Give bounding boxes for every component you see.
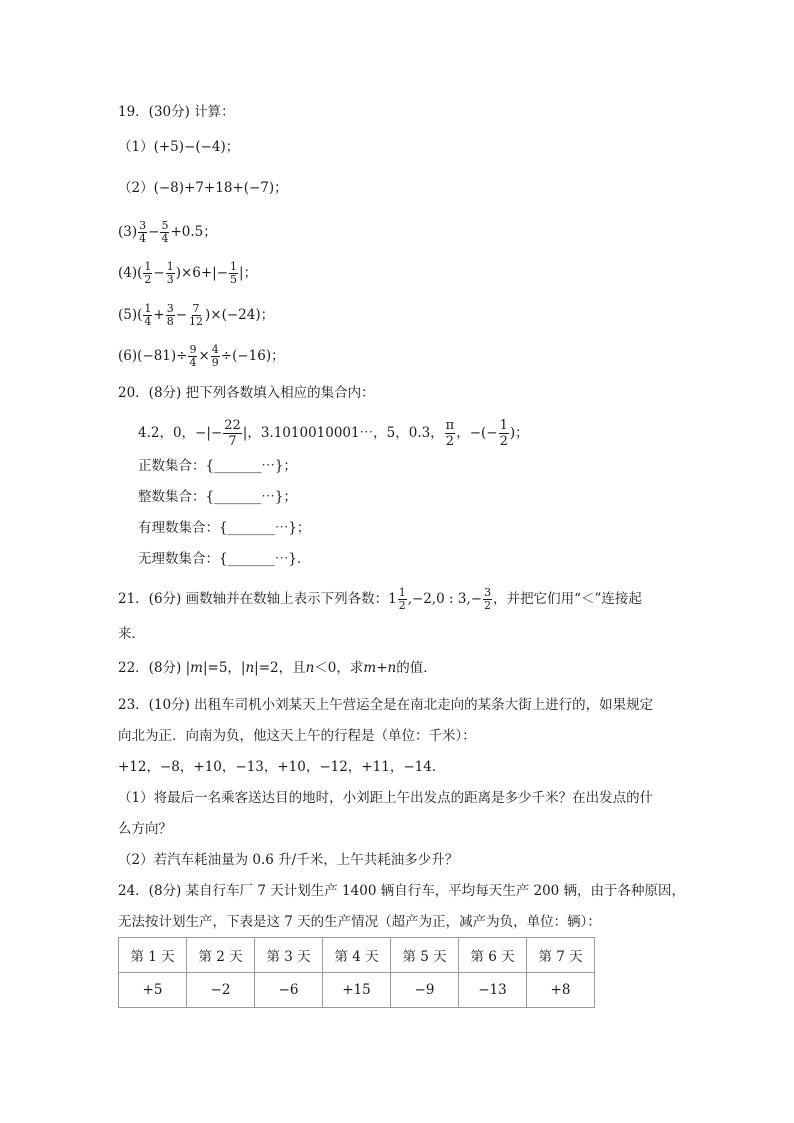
fraction: $\frac{9}{4}$ xyxy=(189,343,197,369)
fraction: $\frac{1}{2}$ xyxy=(398,586,406,612)
fraction: $\frac{3}{8}$ xyxy=(166,302,174,328)
table-cell: +8 xyxy=(527,973,595,1008)
fraction: $\frac{3}{4}$ xyxy=(139,219,147,245)
q23-line2: 向北为正．向南为负，他这天上午的行程是（单位：千米）： xyxy=(118,728,476,744)
q19-heading: 19．(30分) 计算： xyxy=(118,104,235,120)
table-header-cell: 第 5 天 xyxy=(391,938,459,973)
table-header-cell: 第 3 天 xyxy=(255,938,323,973)
fraction: $\frac{7}{12}$ xyxy=(189,302,204,328)
fraction: $\frac{1}{5}$ xyxy=(230,260,238,286)
fraction: $\frac{1}{4}$ xyxy=(144,302,152,328)
table-header-cell: 第 1 天 xyxy=(119,938,187,973)
q19-part2: （2）(−8)+7+18+(−7)； xyxy=(118,180,288,196)
table-cell: −13 xyxy=(459,973,527,1008)
q20-rational-set: 有理数集合：{_______⋯}； xyxy=(138,520,311,536)
q24-line2: 无法按计划生产，下表是这 7 天的生产情况（超产为正，减产为负，单位：辆）： xyxy=(118,914,601,930)
q22-line: 22．(8分) |m|=5，|n|=2，且n＜0，求m+n的值． xyxy=(118,660,437,676)
table-cell: +5 xyxy=(119,973,187,1008)
q20-integer-set: 整数集合：{_______⋯}； xyxy=(138,489,297,505)
table-cell: −6 xyxy=(255,973,323,1008)
q19-part6: (6)(−81)÷ $\frac{9}{4}$ × $\frac{4}{9}$ ÷(−16)； xyxy=(118,343,285,369)
q23-line3: +12，−8，+10，−13，+10，−12，+11，−14． xyxy=(118,759,446,775)
q20-positive-set: 正数集合：{_______⋯}； xyxy=(138,458,297,474)
fraction: $\frac{4}{9}$ xyxy=(211,343,219,369)
fraction: $\frac{\pi}{2}$ xyxy=(445,418,455,449)
q19-part1: （1）(+5)−(−4)； xyxy=(118,139,240,155)
q21-line2: 来． xyxy=(118,626,145,642)
q23-line4: （1）将最后一名乘客送达目的地时，小刘距上午出发点的距离是多少千米？在出发点的什 xyxy=(118,790,654,806)
table-header-row xyxy=(119,938,595,973)
q21-line1: 21．(6分) 画数轴并在数轴上表示下列各数：1 $\frac{1}{2}$ ,−2,0 : 3,− $\frac{3}{2}$ ，并把它们用“＜”连接起 xyxy=(118,586,642,612)
production-table xyxy=(118,937,595,1008)
table-cell: −9 xyxy=(391,973,459,1008)
table-cell: +15 xyxy=(323,973,391,1008)
q19-part5: (5)( $\frac{1}{4}$ + $\frac{3}{8}$ − $\frac{7}{12}$ )×(−24)； xyxy=(118,302,275,328)
q24-line1: 24．(8分) 某自行车厂 7 天计划生产 1400 辆自行车，平均每天生产 200 辆，由于各种原因， xyxy=(118,883,686,899)
fraction: $\frac{1}{2}$ xyxy=(144,260,152,286)
fraction: $\frac{22}{7}$ xyxy=(224,418,241,449)
q23-line6: （2）若汽车耗油量为 0.6 升/千米，上午共耗油多少升？ xyxy=(118,852,459,868)
fraction: $\frac{1}{3}$ xyxy=(166,260,174,286)
q23-line5: 么方向？ xyxy=(118,821,172,837)
q19-part4: (4)( $\frac{1}{2}$ − $\frac{1}{3}$ )×6+|− $\frac{1}{5}$ |； xyxy=(118,260,258,286)
table-header-cell: 第 7 天 xyxy=(527,938,595,973)
table-header-cell: 第 6 天 xyxy=(459,938,527,973)
q20-irrational-set: 无理数集合：{_______⋯}． xyxy=(138,551,311,567)
q19-part3: (3) $\frac{3}{4}$ − $\frac{5}{4}$ +0.5； xyxy=(118,219,217,245)
fraction: $\frac{3}{2}$ xyxy=(484,586,492,612)
table-header-cell: 第 4 天 xyxy=(323,938,391,973)
table-cell: −2 xyxy=(187,973,255,1008)
table-header-cell: 第 2 天 xyxy=(187,938,255,973)
table-row xyxy=(119,973,595,1008)
fraction: $\frac{1}{2}$ xyxy=(499,418,508,449)
q20-numbers: 4.2，0，−|− $\frac{22}{7}$ |，3.1010010001⋯，5，0.3， $\frac{\pi}{2}$ ，−(− $\frac{1}{2}$ )； xyxy=(138,418,529,449)
q23-line1: 23．(10分) 出租车司机小刘某天上午营运全是在南北走向的某条大街上进行的，如果规定 xyxy=(118,697,654,713)
fraction: $\frac{5}{4}$ xyxy=(161,219,169,245)
q20-heading: 20．(8分) 把下列各数填入相应的集合内： xyxy=(118,385,375,401)
